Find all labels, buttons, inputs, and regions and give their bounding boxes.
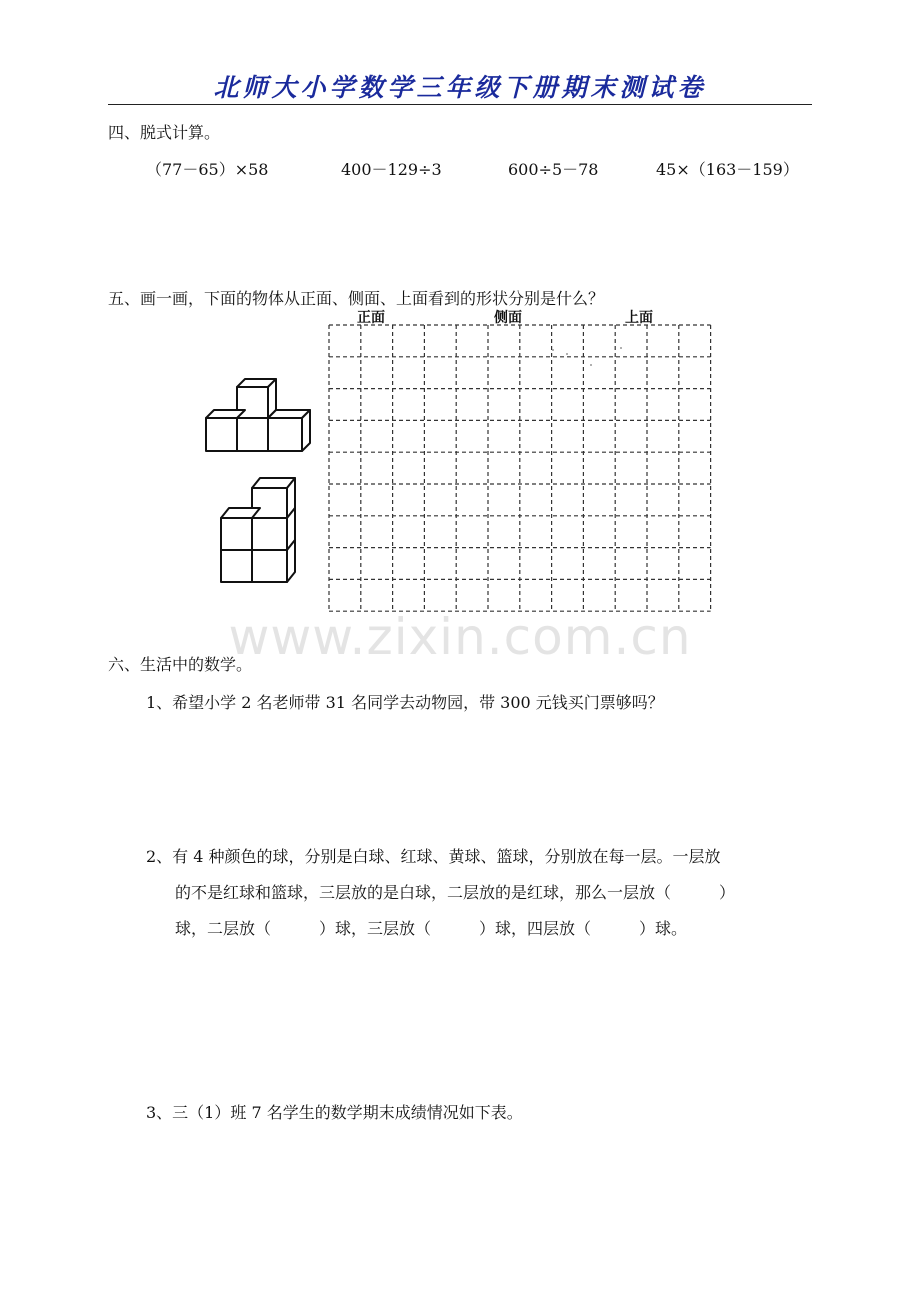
expression-4: 45×（163－159） — [656, 160, 799, 179]
question-2-line-1: 2、有 4 种颜色的球，分别是白球、红球、黄球、篮球，分别放在每一层。一层放 — [146, 847, 721, 866]
dashed-drawing-grid[interactable] — [325, 320, 717, 618]
question-1: 1、希望小学 2 名老师带 31 名同学去动物园，带 300 元钱买门票够吗？ — [146, 693, 664, 712]
question-3: 3、三（1）班 7 名学生的数学期末成绩情况如下表。 — [146, 1103, 523, 1122]
expression-2: 400－129÷3 — [341, 160, 442, 179]
grid-label-side: 侧面 — [494, 310, 522, 326]
header-rule — [108, 104, 812, 105]
grid-label-top: 上面 — [625, 310, 653, 326]
watermark-text: www.zixin.com.cn — [228, 608, 692, 666]
section-5-heading: 五、画一画，下面的物体从正面、侧面、上面看到的形状分别是什么？ — [108, 289, 605, 308]
page-header-title: 北师大小学数学三年级下册期末测试卷 — [213, 73, 707, 102]
question-2-line-2: 的不是红球和篮球，三层放的是白球，二层放的是红球，那么一层放（ ） — [175, 883, 736, 902]
section-4-heading: 四、脱式计算。 — [108, 123, 221, 142]
question-2-line-3: 球，二层放（ ）球，三层放（ ）球，四层放（ ）球。 — [175, 919, 688, 938]
section-6-heading: 六、生活中的数学。 — [108, 655, 253, 674]
cube-figure-2 — [215, 470, 305, 588]
grid-label-front: 正面 — [357, 310, 385, 326]
cube-figure-1 — [200, 370, 315, 455]
expression-1: （77－65）×58 — [146, 160, 269, 179]
expression-3: 600÷5－78 — [508, 160, 599, 179]
